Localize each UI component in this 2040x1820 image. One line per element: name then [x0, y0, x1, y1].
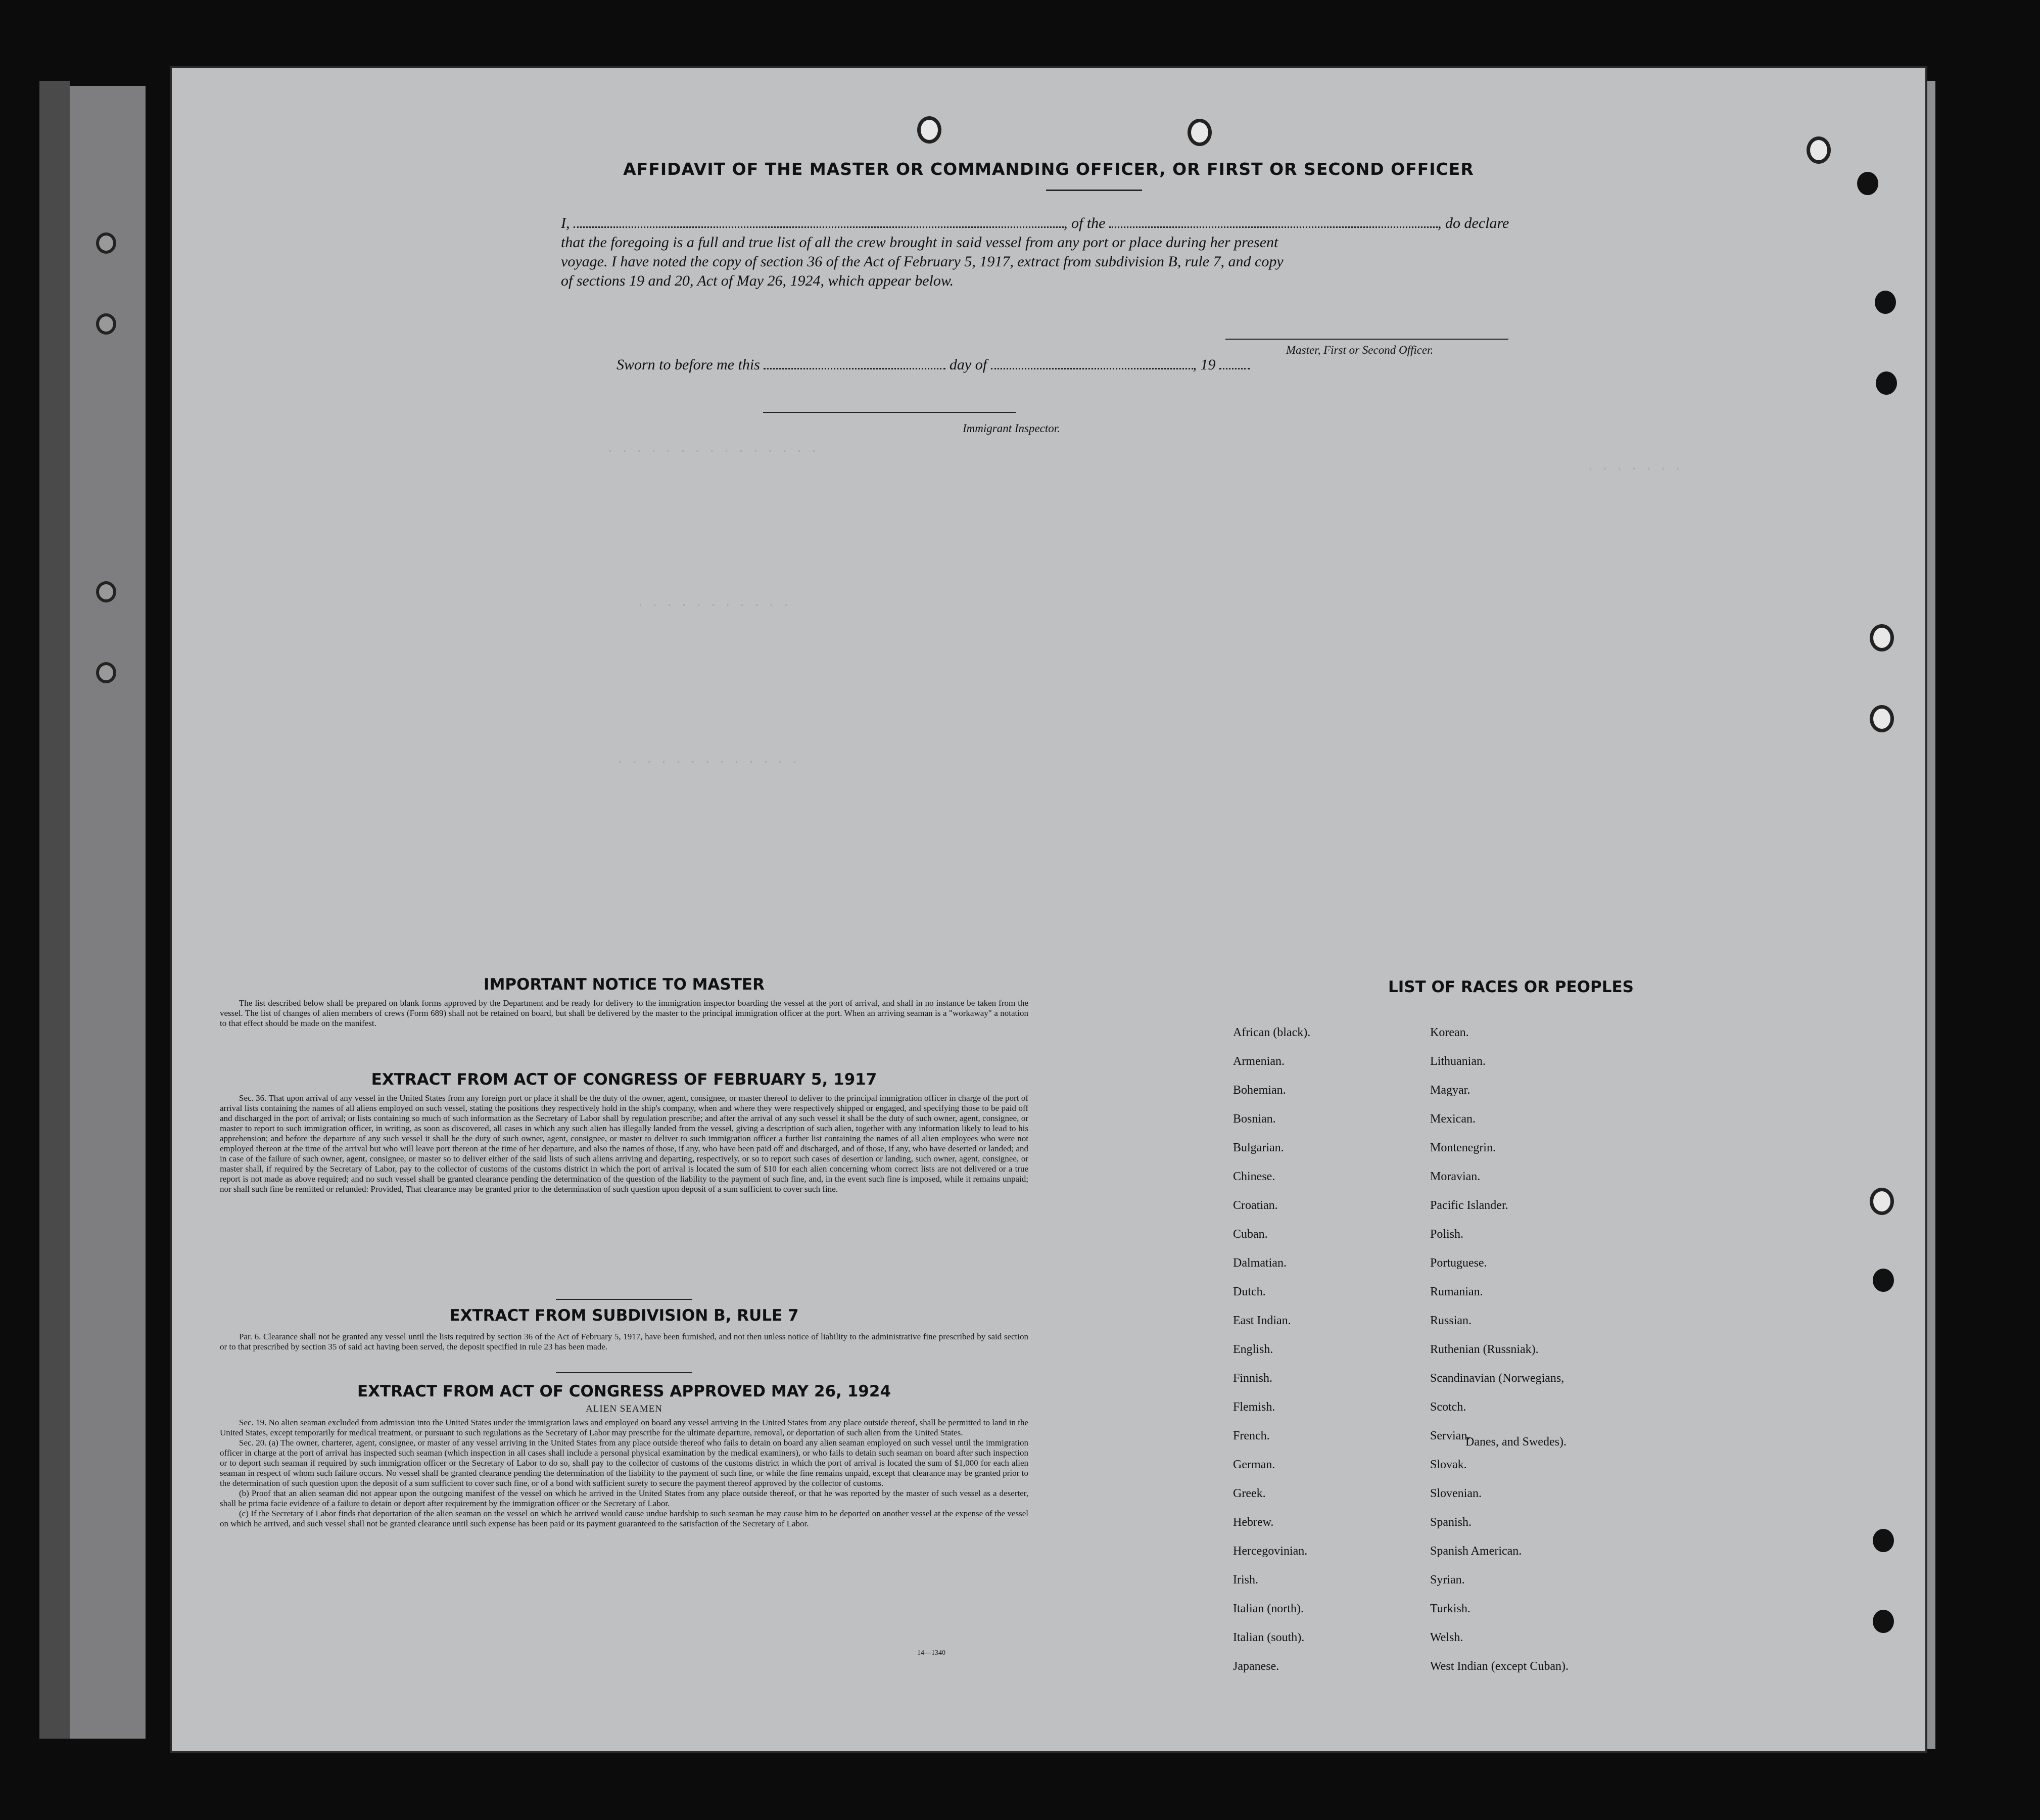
race-item: Slovenian.	[1430, 1487, 1482, 1500]
binder-ring	[96, 232, 116, 254]
race-item: Welsh.	[1430, 1631, 1463, 1644]
bleed-through-text: · · · · · · · · · · · · · · ·	[606, 445, 818, 458]
affidavit-i-label: I,	[561, 215, 570, 231]
race-item: Cuban.	[1233, 1228, 1268, 1241]
race-item: Hebrew.	[1233, 1516, 1274, 1529]
punch-hole-dark	[1873, 1529, 1894, 1552]
race-item: Russian.	[1430, 1314, 1472, 1327]
section-rule	[556, 1299, 692, 1300]
race-item: Pacific Islander.	[1430, 1199, 1508, 1212]
race-item: German.	[1233, 1458, 1275, 1471]
race-item: Magyar.	[1430, 1084, 1470, 1097]
race-item: Armenian.	[1233, 1055, 1285, 1068]
affidavit-declare-label: , do declare	[1438, 215, 1509, 231]
extract-1917-title: EXTRACT FROM ACT OF CONGRESS OF FEBRUARY 5, 1917	[371, 1070, 877, 1089]
race-item: Ruthenian (Russniak).	[1430, 1343, 1539, 1356]
extract-1924-title: EXTRACT FROM ACT OF CONGRESS APPROVED MAY 26, 1924	[357, 1382, 891, 1401]
punch-hole	[1870, 624, 1894, 651]
race-item: Bosnian.	[1233, 1112, 1276, 1126]
race-item: Scotch.	[1430, 1401, 1466, 1414]
section-19-paragraph: Sec. 19. No alien seaman excluded from admission into the United States under the immigration laws and employed on board any vessel arriving in the United States from any place outside thereof, shall be permitted to land in the United States, except temporarily for medical treatment, or pursuant to such regulations as the Secretary of Labor may prescribe for the ultimate departure, removal, or deportation of such alien from the United States.	[220, 1418, 1028, 1437]
punch-hole	[1870, 705, 1894, 732]
race-item: Chinese.	[1233, 1170, 1275, 1183]
race-item: East Indian.	[1233, 1314, 1291, 1327]
master-signature-line[interactable]	[1225, 339, 1508, 340]
left-binding-strip	[39, 81, 70, 1739]
race-item: Dalmatian.	[1233, 1256, 1287, 1270]
subdivision-b-text	[220, 1332, 1028, 1352]
punch-hole-dark	[1873, 1269, 1894, 1292]
race-item: Dutch.	[1233, 1285, 1266, 1298]
race-item: Spanish.	[1430, 1516, 1472, 1529]
race-item: English.	[1233, 1343, 1273, 1356]
section-rule	[556, 1372, 692, 1373]
section-36-paragraph: Sec. 36. That upon arrival of any vessel in the United States from any foreign port or place it shall be the duty of the owner, agent, consignee, or master thereof to deliver to the principal immigration officer in charge of the port of arrival lists containing the names of all aliens employed on such vessel, stating the positions they respectively hold in the ship's company, when and where they were respectively shipped or engaged, and specifying those to be paid off and discharged in the port of arrival; or lists containing so much of such information as the Secretary of Labor shall by regulation prescribe; and after the arrival of any such vessel it shall be the duty of such owner, agent, consignee, or master to report to such immigration officer, in writing, as soon as discovered, all cases in which any such alien has illegally landed from the vessel, giving a description of such alien, together with any information likely to lead to his apprehension; and before the departure of any such vessel it shall be the duty of such owner, agent, consignee, or master to deliver to such immigration officer a further list containing the names of all alien employees who were not employed thereon at the time of the arrival but who will leave port thereon at the time of her departure, and also the names of those, if any, who have been paid off and discharged, and of those, if any, who have deserted or landed; and in case of the failure of such owner, agent, consignee, or master so to deliver either of the said lists of such aliens arriving and departing, respectively, or so to report such cases of desertion or landing, such owner, agent, consignee, or master shall, if required by the Secretary of Labor, pay to the collector of customs of the customs district in which the port of arrival is located the sum of $10 for each alien concerning whom correct lists are not delivered or a true report is not made as above required; and no such vessel shall be granted clearance pending the determination of the question of the liability to the payment of such fine, and, in the event such fine is imposed, while it remains unpaid; nor shall such fine be remitted or refunded: Provided, That clearance may be granted prior to the determination of such question upon deposit of a sum sufficient to cover such fine.	[220, 1093, 1028, 1194]
sworn-line	[616, 356, 1250, 374]
extract-1917-text	[220, 1093, 1028, 1194]
race-item: Portuguese.	[1430, 1256, 1487, 1270]
notice-paragraph: The list described below shall be prepared on blank forms approved by the Department and be ready for delivery to the immigration inspector boarding the vessel at the port of arrival, and shall in no instance be taken from the vessel. The list of changes of alien members of crews (Form 689) shall not be retained on board, but shall be delivered by the master to the principal immigration officer at the port. When an arriving seaman is a "workaway" a notation to that effect should be made on the manifest.	[220, 998, 1028, 1028]
notice-title: IMPORTANT NOTICE TO MASTER	[484, 975, 765, 994]
race-item: Rumanian.	[1430, 1285, 1483, 1298]
binder-ring	[96, 662, 116, 683]
sworn-year-blank[interactable]	[1219, 358, 1250, 369]
punch-hole	[1870, 1188, 1894, 1215]
race-item-continuation: Danes, and Swedes).	[1465, 1435, 1567, 1449]
master-signature-label: Master, First or Second Officer.	[1286, 344, 1434, 356]
race-item: Spanish American.	[1430, 1545, 1522, 1558]
binder-ring	[96, 313, 116, 335]
race-item: Syrian.	[1430, 1573, 1465, 1586]
race-item: French.	[1233, 1429, 1270, 1442]
sworn-label: Sworn to before me this	[616, 356, 760, 373]
race-item: African (black).	[1233, 1026, 1311, 1039]
race-item: Scandinavian (Norwegians,	[1430, 1372, 1564, 1385]
alien-seamen-subtitle: ALIEN SEAMEN	[586, 1404, 662, 1414]
sworn-day-blank[interactable]	[764, 358, 945, 369]
section-20b-paragraph: (b) Proof that an alien seaman did not appear upon the outgoing manifest of the vessel on which he arrived in the United States from any place outside thereof, or that he was reported by the master of such vessel as a deserter, shall be prima facie evidence of a failure to detain or deport after requirement by the immigration officer or the Secretary of Labor.	[220, 1488, 1028, 1508]
race-item: Irish.	[1233, 1573, 1258, 1586]
race-item: Montenegrin.	[1430, 1141, 1496, 1154]
subdivision-b-title: EXTRACT FROM SUBDIVISION B, RULE 7	[449, 1306, 799, 1325]
race-item: Turkish.	[1430, 1602, 1470, 1615]
race-item: Bohemian.	[1233, 1084, 1286, 1097]
race-item: Italian (south).	[1233, 1631, 1305, 1644]
extract-1924-text	[220, 1418, 1028, 1529]
race-item: West Indian (except Cuban).	[1430, 1660, 1569, 1673]
officer-name-blank[interactable]	[574, 216, 1064, 228]
race-item: Polish.	[1430, 1228, 1464, 1241]
race-item: Hercegovinian.	[1233, 1545, 1308, 1558]
punch-hole-dark	[1876, 371, 1897, 395]
inspector-signature-line[interactable]	[763, 412, 1016, 413]
race-item: Servian.	[1430, 1429, 1470, 1442]
affidavit-line-2: that the foregoing is a full and true list of all the crew brought in said vessel from any port or place during her present	[561, 234, 1278, 251]
binder-ring	[96, 581, 116, 602]
race-item: Moravian.	[1430, 1170, 1481, 1183]
punch-hole-dark	[1875, 291, 1896, 314]
section-20a-paragraph: Sec. 20. (a) The owner, charterer, agent, consignee, or master of any vessel arriving in the United States from any place outside thereof who fails to detain on board any alien seaman employed on such vessel until the immigration officer in charge at the port of arrival has inspected such seaman (which inspection in all cases shall include a personal physical examination by the medical examiners), or who fails to detain such seaman on board after such inspection or to deport such seaman if required by such immigration officer or the Secretary of Labor to do so, shall pay to the collector of customs of the customs district in which the port of arrival is located the sum of $1,000 for each alien seaman in respect of whom such failure occurs. No vessel shall be granted clearance pending the determination of the liability to the payment of such fine, or while the fine remains unpaid, except that clearance may be granted prior to the determination of such question upon the deposit of a sum sufficient to cover such fine, or of a bond with sufficient surety to secure the payment thereof approved by the collector of customs.	[220, 1438, 1028, 1488]
bleed-through-text: · · · · · · · · · · ·	[637, 599, 790, 613]
race-item: Italian (north).	[1233, 1602, 1304, 1615]
year-label: , 19	[1193, 356, 1216, 373]
punch-hole	[917, 116, 941, 144]
races-title: LIST OF RACES OR PEOPLES	[1388, 978, 1634, 996]
day-of-label: day of	[949, 356, 987, 373]
race-item: Bulgarian.	[1233, 1141, 1284, 1154]
manifest-page	[172, 68, 1925, 1751]
affidavit-line-4: of sections 19 and 20, Act of May 26, 1924, which appear below.	[561, 272, 954, 289]
race-item: Slovak.	[1430, 1458, 1467, 1471]
form-number: 14—1340	[917, 1649, 945, 1657]
section-20c-paragraph: (c) If the Secretary of Labor finds that deportation of the alien seaman on the vessel on which he arrived would cause undue hardship to such seaman he may cause him to be deported on another vessel at the expense of the vessel on which he arrived, and such vessel shall not be granted clearance until such expense has been paid or its payment guaranteed to the satisfaction of the Secretary of Labor.	[220, 1509, 1028, 1528]
notice-text	[220, 998, 1028, 1029]
race-item: Japanese.	[1233, 1660, 1279, 1673]
race-item: Lithuanian.	[1430, 1055, 1486, 1068]
race-item: Croatian.	[1233, 1199, 1278, 1212]
race-item: Korean.	[1430, 1026, 1469, 1039]
title-rule	[1046, 190, 1142, 191]
affidavit-of-label: , of the	[1064, 215, 1106, 231]
sworn-month-blank[interactable]	[991, 358, 1193, 369]
affidavit-line-1	[561, 215, 1509, 232]
race-item: Finnish.	[1233, 1372, 1273, 1385]
punch-hole	[1188, 119, 1212, 146]
race-item: Mexican.	[1430, 1112, 1476, 1126]
affidavit-line-3: voyage. I have noted the copy of section 36 of the Act of February 5, 1917, extract from subdivision B, rule 7, and copy	[561, 253, 1284, 270]
punch-hole-dark	[1873, 1610, 1894, 1633]
vessel-name-blank[interactable]	[1109, 216, 1438, 228]
race-item: Flemish.	[1233, 1401, 1275, 1414]
par-6-paragraph: Par. 6. Clearance shall not be granted any vessel until the lists required by section 36 of the Act of February 5, 1917, have been furnished, and not then unless notice of liability to the administrative fine prescribed by said section or to that prescribed by section 35 of said act having been served, the deposit specified in rule 23 has been made.	[220, 1332, 1028, 1351]
race-item: Greek.	[1233, 1487, 1266, 1500]
bleed-through-text: · · · · · · · · · · · · ·	[616, 756, 799, 769]
bleed-through-text: · · · · · · ·	[1587, 462, 1682, 476]
inspector-signature-label: Immigrant Inspector.	[963, 422, 1060, 435]
affidavit-title: AFFIDAVIT OF THE MASTER OR COMMANDING OFFICER, OR FIRST OR SECOND OFFICER	[623, 159, 1474, 179]
